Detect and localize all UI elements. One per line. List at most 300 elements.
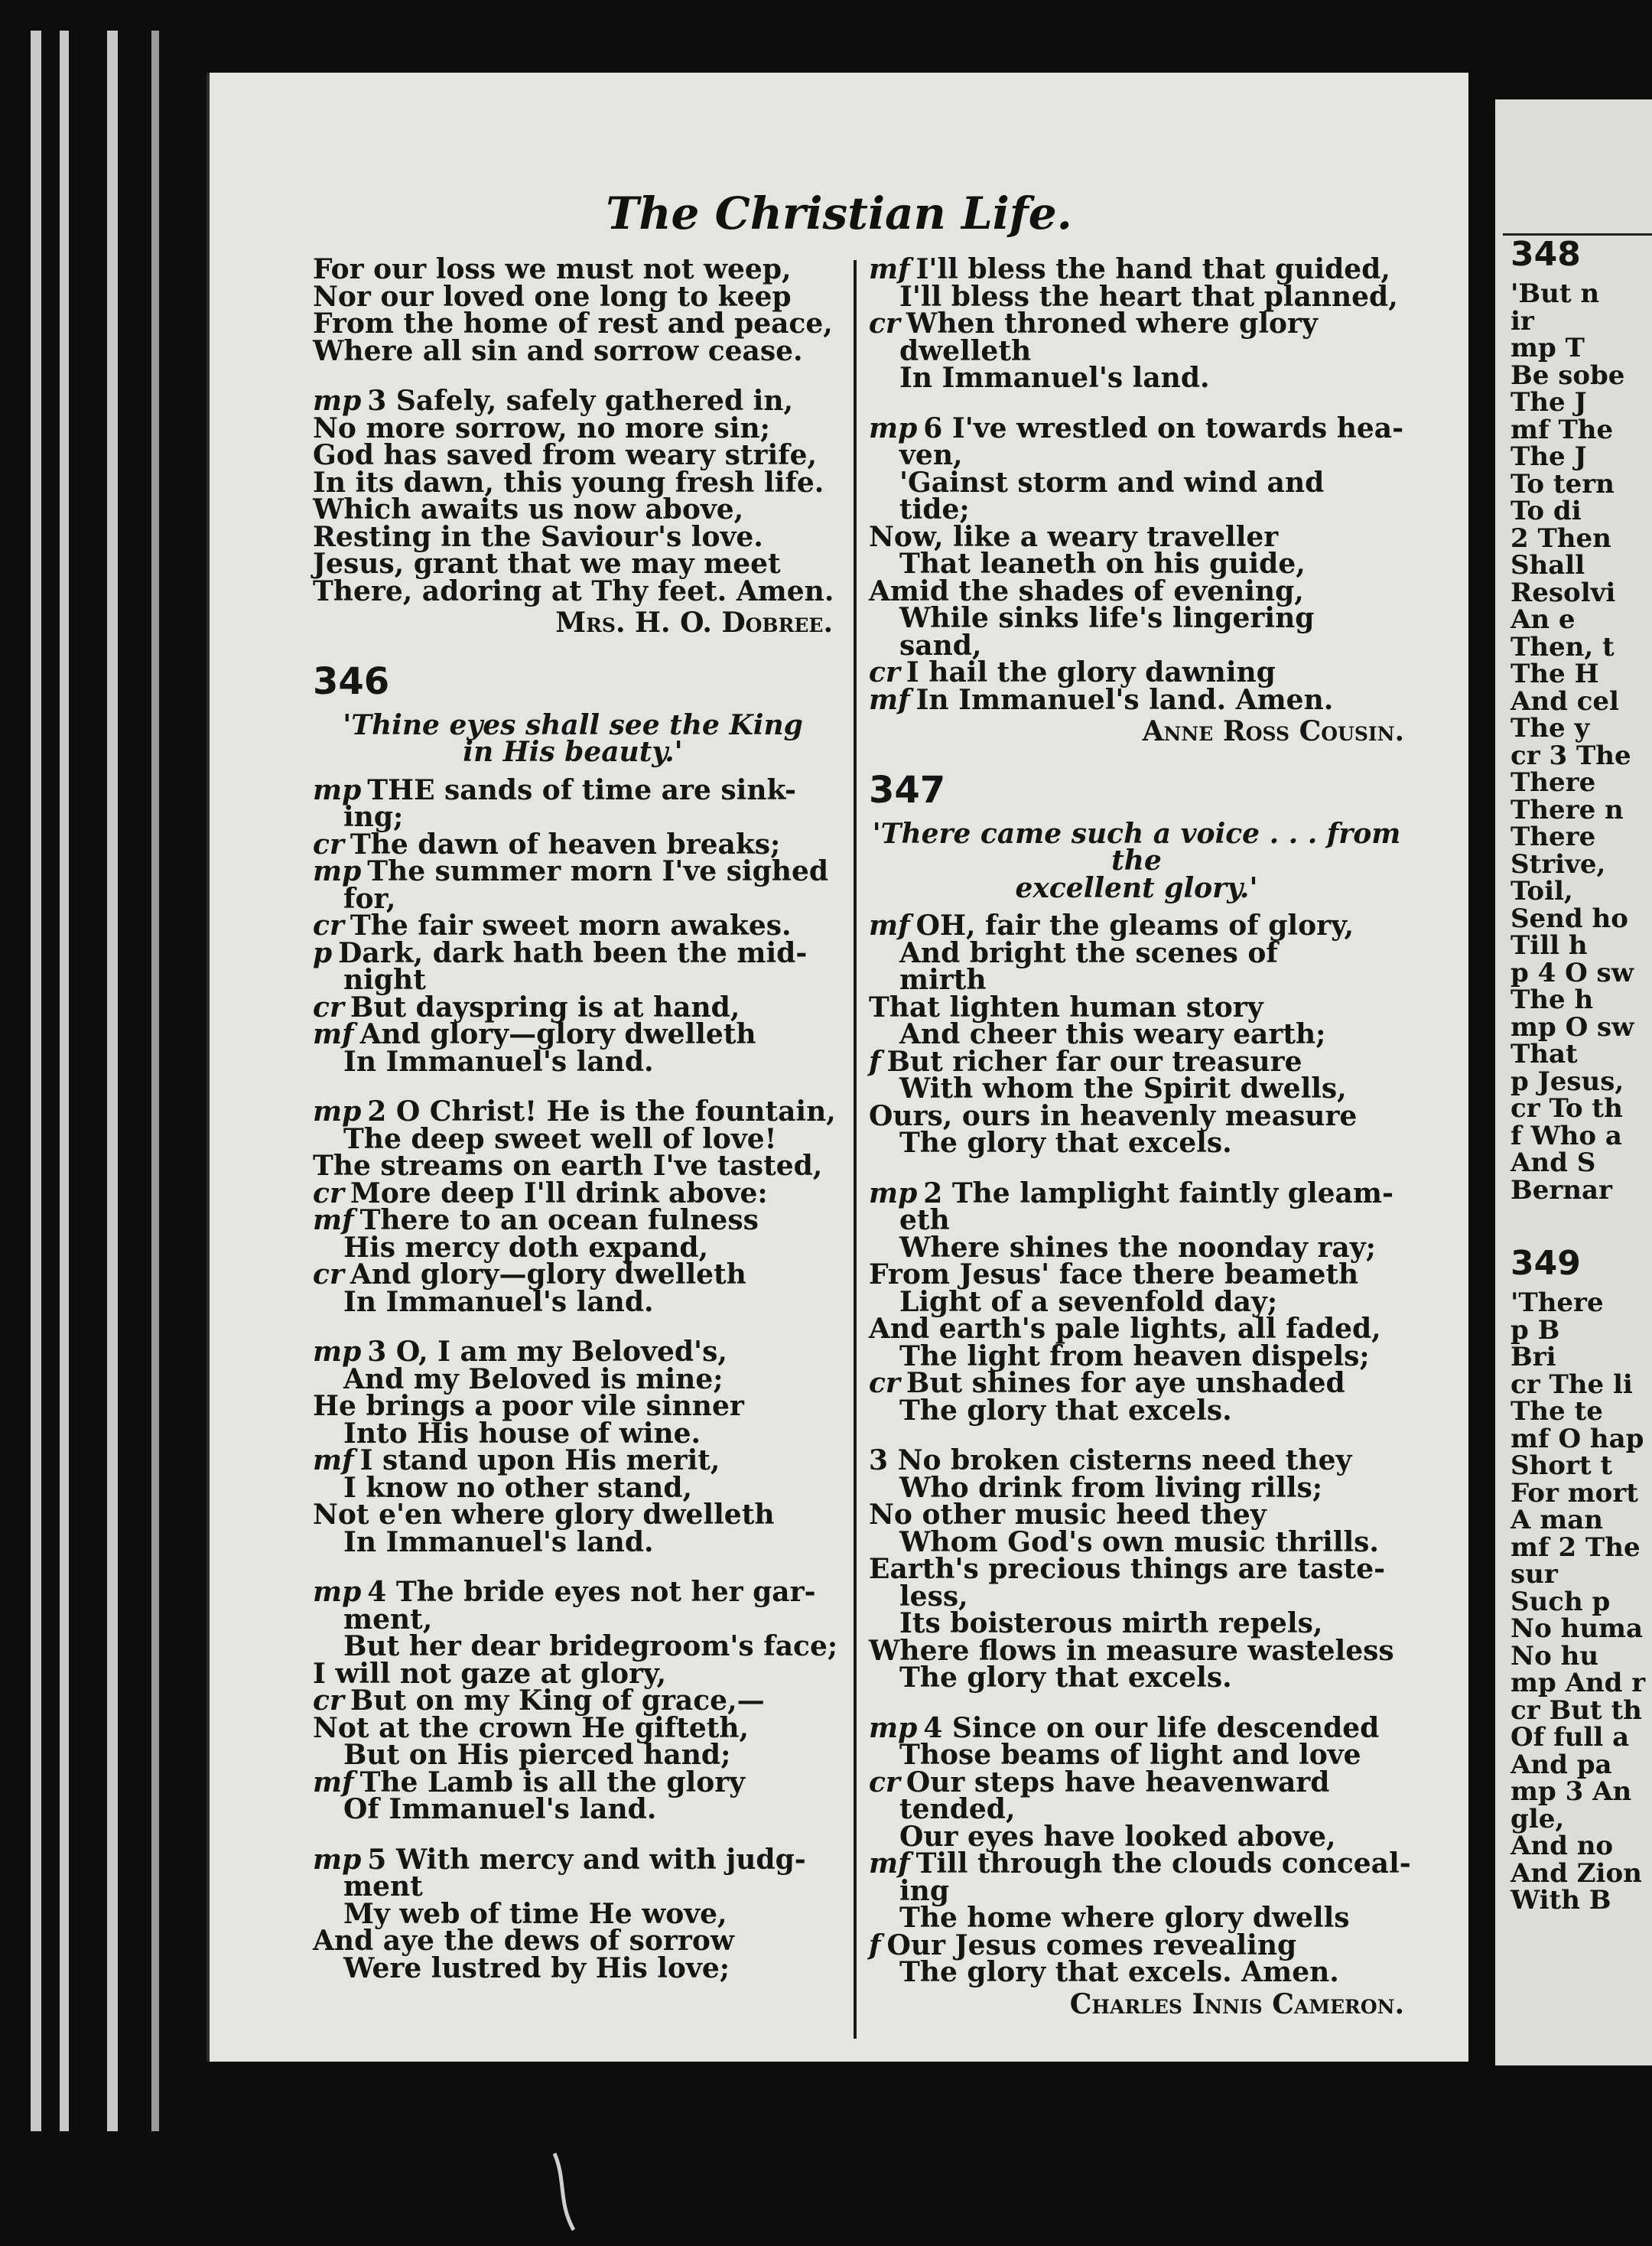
verse-text: tended, — [899, 1793, 1016, 1825]
verse-text: Whom God's own music thrills. — [899, 1525, 1379, 1558]
hymn-346-line — [313, 1444, 833, 1476]
verse-text: ment — [343, 1870, 423, 1903]
hymn-346-line — [313, 991, 833, 1024]
dynamic-mark: mp — [869, 1711, 918, 1744]
right-page-line: 'There — [1511, 1287, 1604, 1318]
verse-text: 2 O Christ! He is the fountain, — [367, 1095, 836, 1128]
right-page-line: No huma — [1511, 1613, 1644, 1644]
right-page-line: mp 3 An — [1511, 1776, 1632, 1807]
verse-text: 'Gainst storm and wind and — [899, 466, 1325, 499]
right-page-line: There — [1511, 822, 1596, 852]
right-page-line: mf 2 The — [1511, 1532, 1641, 1563]
verse-text: And aye the dews of sorrow — [313, 1925, 734, 1957]
verse-text: Its boisterous mirth repels, — [899, 1607, 1323, 1639]
hymn-346-line — [313, 1336, 833, 1368]
dynamic-mark: f — [869, 1045, 881, 1078]
verse-text: More deep I'll drink above: — [350, 1177, 768, 1209]
verse-text: Dark, dark hath been the mid- — [338, 936, 808, 969]
right-page-line: mf O hap — [1511, 1423, 1644, 1454]
verse-text: The summer morn I've sighed — [367, 855, 829, 887]
hymn-347-line — [869, 1607, 1404, 1639]
verse-text: And my Beloved is mine; — [343, 1362, 724, 1395]
dynamic-mark: mp — [313, 855, 362, 887]
hymn-347-line — [869, 1525, 1404, 1558]
verse-text: He brings a poor vile sinner — [313, 1390, 744, 1422]
hymn-346-line — [313, 1045, 833, 1078]
hymn-346-line — [313, 964, 833, 996]
verse-text: 3 No broken cisterns need they — [869, 1444, 1352, 1476]
hymn-346-line — [313, 910, 833, 942]
column-divider — [854, 260, 857, 2039]
hymn-347-line — [869, 1739, 1404, 1771]
hymn-347-line — [869, 1018, 1404, 1050]
continuation-line — [313, 334, 833, 367]
author-hymn-347: Charles Innis Cameron. — [1069, 1987, 1404, 2020]
hymn-347-line — [869, 1045, 1404, 1078]
author-previous-hymn: Mrs. H. O. Dobree. — [555, 607, 833, 639]
scan-artifact-mark — [551, 2150, 581, 2234]
hymn-347-subtitle-line-1: 'There came such a voice . . . from the — [872, 817, 1401, 877]
hymn-347-line — [869, 964, 1404, 996]
stanza-3-line — [313, 493, 833, 526]
hymn-346-cont-line — [869, 493, 1404, 526]
verse-text: But shines for aye unshaded — [906, 1367, 1345, 1399]
hymn-347-line — [869, 1367, 1404, 1399]
verse-text: ment, — [343, 1603, 433, 1636]
right-page-line: mp And r — [1511, 1668, 1646, 1698]
continuation-line — [313, 308, 833, 340]
hymn-346-line — [313, 801, 833, 833]
right-page-line: 'But n — [1511, 278, 1600, 309]
right-page-line: Bernar — [1511, 1174, 1612, 1206]
verse-text: There, adoring at Thy feet. Amen. — [313, 575, 834, 607]
dynamic-mark: cr — [313, 828, 344, 861]
right-page-line: 2 Then — [1511, 522, 1611, 554]
dynamic-mark: mp — [313, 1095, 362, 1128]
left-column — [313, 253, 838, 1984]
continuation-verse — [313, 253, 833, 367]
verse-text: But dayspring is at hand, — [350, 991, 740, 1024]
hymn-346-cont-line — [869, 412, 1404, 444]
right-page-line: No hu — [1511, 1640, 1599, 1671]
dynamic-mark: p — [313, 936, 333, 969]
verse-text: But richer far our treasure — [886, 1045, 1302, 1078]
verse-text: Now, like a weary traveller — [869, 520, 1279, 553]
verse-text: No other music heed they — [869, 1499, 1267, 1531]
hymn-346-line — [313, 1685, 833, 1717]
verse-text: In its dawn, this young fresh life. — [313, 466, 824, 499]
hymn-347-line — [869, 1793, 1404, 1825]
hymn-346-line — [313, 1258, 833, 1291]
verse-text: The Lamb is all the glory — [359, 1766, 746, 1798]
right-page-line: p Jesus, — [1511, 1066, 1624, 1097]
hymn-346-line — [313, 1793, 833, 1825]
stanza-3 — [313, 385, 834, 607]
verse-text: Those beams of light and love — [899, 1739, 1361, 1771]
hymn-347-line — [869, 1634, 1404, 1667]
hymn-346-line — [313, 1603, 833, 1636]
hymn-347-line — [869, 1099, 1404, 1132]
verse-text: Not at the crown He gifteth, — [313, 1711, 750, 1744]
hymn-346-line — [313, 1711, 833, 1744]
continuation-line — [313, 253, 833, 285]
verse-text: eth — [899, 1204, 950, 1236]
hymn-347-line — [869, 1766, 1404, 1798]
right-page-line: p 4 O sw — [1511, 957, 1634, 988]
right-page-fragment — [1495, 99, 1652, 2065]
dynamic-mark: mp — [869, 1177, 918, 1209]
hymn-346-line — [313, 1471, 833, 1504]
verse-text: My web of time He wove, — [343, 1897, 727, 1930]
verse-text: That leaneth on his guide, — [899, 548, 1306, 580]
hymn-347-line — [869, 1580, 1404, 1613]
verse-text: I'll bless the hand that guided, — [915, 253, 1390, 285]
right-page-line: cr 3 The — [1511, 740, 1631, 771]
verse-text: Not e'en where glory dwelleth — [313, 1499, 775, 1531]
verse-text: The dawn of heaven breaks; — [350, 828, 781, 861]
right-page-line: Send ho — [1511, 903, 1628, 934]
hymn-346-line — [313, 1657, 833, 1690]
hymn-346-line — [313, 1122, 833, 1155]
verse-text: THE sands of time are sink- — [367, 773, 796, 806]
dynamic-mark: cr — [313, 991, 344, 1024]
dynamic-mark: mp — [313, 1336, 362, 1368]
verse-text: But her dear bridegroom's face; — [343, 1630, 838, 1662]
verse-text: The deep sweet well of love! — [343, 1122, 777, 1155]
dynamic-mark: mp — [313, 773, 362, 806]
hymn-346-line — [313, 1204, 833, 1236]
hymn-346-line — [313, 1095, 836, 1128]
dynamic-mark: mp — [313, 1576, 362, 1608]
right-page-line: Of full a — [1511, 1722, 1630, 1753]
hymn-347-line — [869, 1929, 1404, 1961]
verse-text: From Jesus' face there beameth — [869, 1258, 1359, 1291]
dynamic-mark: cr — [313, 1685, 344, 1717]
hymn-346-cont-line — [869, 334, 1404, 367]
verse-text: Where all sin and sorrow cease. — [313, 334, 803, 367]
hymn-346-cont-line — [869, 602, 1404, 634]
hymn-347-line — [869, 1313, 1404, 1345]
verse-text: I hail the glory dawning — [906, 656, 1276, 688]
verse-text: With whom the Spirit dwells, — [899, 1073, 1347, 1105]
dynamic-mark: mf — [869, 910, 910, 942]
hymn-346-line — [313, 773, 833, 806]
hymn-346-cont-line — [869, 575, 1404, 607]
verse-text: Were lustred by His love; — [343, 1951, 730, 1984]
verse-text: The streams on earth I've tasted, — [313, 1150, 823, 1182]
verse-text: In Immanuel's land. Amen. — [915, 683, 1334, 716]
right-page-line: gle, — [1511, 1803, 1565, 1834]
dynamic-mark: mf — [313, 1018, 354, 1050]
hymn-347-line — [869, 1902, 1404, 1934]
stanza-3-line — [313, 385, 833, 417]
hymn-346-line — [313, 1390, 833, 1422]
hymn-347-line — [869, 1394, 1404, 1427]
verse-text: night — [343, 964, 426, 996]
verse-text: His mercy doth expand, — [343, 1231, 709, 1264]
verse-text: 5 With mercy and with judg- — [367, 1843, 806, 1876]
verse-text: For our loss we must not weep, — [313, 253, 792, 285]
right-page-line: cr To th — [1511, 1093, 1623, 1124]
verse-text: Our steps have heavenward — [906, 1766, 1330, 1798]
verse-text: ing — [899, 1874, 950, 1907]
verse-text: Earth's precious things are taste- — [869, 1553, 1386, 1585]
hymn-346-subtitle-line-2: in His beauty.' — [463, 736, 683, 768]
verse-text: 2 The lamplight faintly gleam- — [923, 1177, 1393, 1209]
hymn-347-line — [869, 1711, 1404, 1744]
hymn-number-346: 346 — [313, 659, 390, 703]
dynamic-mark: mp — [313, 1843, 362, 1876]
right-page-line: Be sobe — [1511, 360, 1625, 391]
hymn-346-cont-line — [869, 683, 1404, 716]
verse-text: Of Immanuel's land. — [343, 1793, 657, 1825]
verse-text: dwelleth — [899, 334, 1032, 367]
verse-text: Into His house of wine. — [343, 1417, 701, 1450]
verse-text: Ours, ours in heavenly measure — [869, 1099, 1358, 1132]
verse-text: Our eyes have looked above, — [899, 1820, 1336, 1853]
hymn-347-line — [869, 1471, 1404, 1504]
hymn-347-line — [869, 1258, 1404, 1291]
verse-text: In Immanuel's land. — [899, 362, 1210, 394]
right-page-line: mp O sw — [1511, 1011, 1634, 1043]
hymn-number-347: 347 — [869, 768, 946, 812]
hymn-346-line — [313, 1525, 833, 1558]
stanza-3-line — [313, 520, 833, 553]
book-spine-stripe-1 — [31, 31, 41, 2131]
verse-text: And glory—glory dwelleth — [350, 1258, 746, 1291]
hymn-347-subtitle-line-2: excellent glory.' — [1015, 871, 1258, 904]
verse-text: And earth's pale lights, all faded, — [869, 1313, 1381, 1345]
hymn-346-line — [313, 1766, 833, 1798]
hymn-346-line — [313, 1285, 833, 1318]
hymn-346-line — [313, 1925, 833, 1957]
book-spine-stripe-3 — [107, 31, 118, 2131]
hymn-347-line — [869, 1874, 1404, 1907]
hymn-347-line — [869, 1339, 1404, 1372]
verse-text: The glory that excels. Amen. — [899, 1956, 1339, 1988]
verse-text: 3 Safely, safely gathered in, — [367, 385, 794, 417]
hymn-347-line — [869, 936, 1404, 969]
verse-text: There to an ocean fulness — [359, 1204, 759, 1236]
hymn-347-line — [869, 1285, 1404, 1318]
right-page-line: 349 — [1511, 1244, 1581, 1283]
verse-text: I stand upon His merit, — [359, 1444, 720, 1476]
right-page-line: The te — [1511, 1396, 1603, 1427]
hymn-346-line — [313, 1177, 833, 1209]
verse-text: The home where glory dwells — [899, 1902, 1350, 1934]
verse-text: No more sorrow, no more sin; — [313, 412, 770, 444]
right-page-line: There n — [1511, 794, 1624, 825]
hymn-347-line — [869, 910, 1404, 942]
hymn-346-line — [313, 1630, 838, 1662]
verse-text: ing; — [343, 801, 404, 833]
right-page-line: Till h — [1511, 930, 1588, 961]
dynamic-mark: cr — [313, 1177, 344, 1209]
right-page-line: To tern — [1511, 468, 1615, 500]
right-page-line: mf The — [1511, 414, 1614, 445]
verse-text: That lighten human story — [869, 991, 1263, 1024]
continuation-line — [313, 280, 833, 313]
hymn-346-line — [313, 1897, 833, 1930]
right-page-text — [1511, 226, 1645, 1915]
right-page-line: Strive, — [1511, 848, 1606, 880]
continuation-verses-346 — [869, 253, 1404, 716]
right-page-line: And S — [1511, 1147, 1596, 1178]
right-page-line: Such p — [1511, 1586, 1611, 1617]
right-page-line: mp T — [1511, 333, 1585, 363]
stanza-3-line — [313, 575, 834, 607]
dynamic-mark: cr — [313, 1258, 344, 1291]
hymn-347-verses — [869, 910, 1411, 1988]
hymn-347-line — [869, 1231, 1404, 1264]
verse-text: When throned where glory — [906, 308, 1318, 340]
right-page-line: And Zion — [1511, 1857, 1642, 1889]
hymn-346-verses — [313, 773, 838, 1984]
hymn-346-cont-line — [869, 629, 1404, 662]
right-page-line: Bri — [1511, 1342, 1556, 1372]
right-column — [869, 253, 1411, 2020]
verse-text: Where shines the noonday ray; — [899, 1231, 1376, 1264]
verse-text: The fair sweet morn awakes. — [350, 910, 792, 942]
verse-text: And glory—glory dwelleth — [359, 1018, 756, 1050]
hymn-346-cont-line — [869, 520, 1404, 553]
verse-text: tide; — [899, 493, 970, 526]
hymn-346-cont-line — [869, 466, 1404, 499]
hymn-346-line — [313, 1739, 833, 1771]
hymn-346-cont-line — [869, 362, 1404, 394]
right-page-line: Shall — [1511, 550, 1585, 581]
verse-text: The glory that excels. — [899, 1394, 1232, 1427]
hymn-346-line — [313, 936, 833, 969]
verse-text: Nor our loved one long to keep — [313, 280, 792, 313]
right-page-line: The J — [1511, 387, 1587, 418]
dynamic-mark: cr — [869, 1766, 900, 1798]
hymn-346-line — [313, 1362, 833, 1395]
verse-text: From the home of rest and peace, — [313, 308, 833, 340]
dynamic-mark: mp — [313, 385, 362, 417]
verse-text: I know no other stand, — [343, 1471, 693, 1504]
hymn-346-subtitle-line-1: 'Thine eyes shall see the King — [343, 708, 803, 741]
right-page-line: 348 — [1511, 235, 1581, 274]
hymn-347-line — [869, 1444, 1404, 1476]
hymn-347-line — [869, 991, 1404, 1024]
right-page-line: The H — [1511, 659, 1599, 689]
hymn-346-line — [313, 1417, 833, 1450]
verse-text: Till through the clouds conceal- — [915, 1847, 1411, 1880]
verse-text: Amid the shades of evening, — [869, 575, 1304, 607]
hymn-347-line — [869, 1662, 1404, 1694]
right-page-line: cr The li — [1511, 1369, 1633, 1400]
left-page — [206, 73, 1468, 2062]
hymn-346-cont-line — [869, 656, 1404, 688]
right-page-line: Resolvi — [1511, 577, 1616, 608]
right-page-line: cr But th — [1511, 1694, 1642, 1726]
hymn-346-line — [313, 882, 833, 915]
verse-text: Light of a sevenfold day; — [899, 1285, 1278, 1318]
verse-text: In Immanuel's land. — [343, 1045, 654, 1078]
verse-text: Jesus, grant that we may meet — [313, 548, 781, 580]
hymn-347-line — [869, 1127, 1404, 1159]
hymn-346-cont-line — [869, 439, 1404, 471]
dynamic-mark: mf — [313, 1204, 354, 1236]
stanza-3-line — [313, 412, 833, 444]
verse-text: The glory that excels. — [899, 1127, 1232, 1159]
right-page-line: f Who a — [1511, 1120, 1622, 1151]
stanza-3-line — [313, 439, 833, 471]
dynamic-mark: cr — [313, 910, 344, 942]
hymn-347-line — [869, 1553, 1404, 1585]
dynamic-mark: mf — [313, 1766, 354, 1798]
verse-text: OH, fair the gleams of glory, — [915, 910, 1354, 942]
book-spine-stripe-4 — [151, 31, 159, 2131]
hymn-347-line — [869, 1204, 1404, 1236]
verse-text: ven, — [899, 439, 963, 471]
right-page-line: ir — [1511, 305, 1534, 337]
right-page-line: With B — [1511, 1885, 1611, 1916]
verse-text: And bright the scenes of — [899, 936, 1278, 969]
verse-text: While sinks life's lingering — [899, 602, 1315, 634]
stanza-3-line — [313, 548, 833, 580]
right-page-line: For mort — [1511, 1477, 1638, 1509]
verse-text: 4 Since on our life descended — [923, 1711, 1380, 1744]
verse-text: God has saved from weary strife, — [313, 439, 818, 471]
running-head: The Christian Life. — [606, 187, 1072, 239]
hymn-346-cont-line — [869, 548, 1404, 580]
verse-text: 3 O, I am my Beloved's, — [367, 1336, 727, 1368]
right-page-line: The y — [1511, 713, 1590, 744]
verse-text: sand, — [899, 629, 982, 662]
book-spine-stripe-2 — [60, 31, 69, 2131]
hymn-347-line — [869, 1073, 1404, 1105]
hymn-346-cont-line — [869, 308, 1404, 340]
verse-text: Which awaits us now above, — [313, 493, 744, 526]
verse-text: Resting in the Saviour's love. — [313, 520, 763, 553]
hymn-347-line — [869, 1499, 1404, 1531]
right-page-line: That — [1511, 1039, 1578, 1069]
hymn-346-line — [313, 1018, 833, 1050]
verse-text: 6 I've wrestled on towards hea- — [923, 412, 1404, 444]
hymn-346-line — [313, 1499, 833, 1531]
verse-text: In Immanuel's land. — [343, 1525, 654, 1558]
hymn-346-line — [313, 1150, 833, 1182]
right-page-line: And cel — [1511, 685, 1619, 717]
hymn-346-line — [313, 1576, 833, 1608]
right-page-line: Then, t — [1511, 631, 1615, 662]
dynamic-mark: cr — [869, 1367, 900, 1399]
hymn-346-line — [313, 1843, 833, 1876]
verse-text: 4 The bride eyes not her gar- — [367, 1576, 816, 1608]
hymn-347-line — [869, 1847, 1411, 1880]
hymn-346-line — [313, 855, 833, 887]
hymn-347-line — [869, 1177, 1404, 1209]
hymn-346-line — [313, 1870, 833, 1903]
verse-text: Who drink from living rills; — [899, 1471, 1323, 1504]
verse-text: Our Jesus comes revealing — [886, 1929, 1297, 1961]
dynamic-mark: cr — [869, 656, 900, 688]
hymn-346-cont-line — [869, 253, 1404, 285]
right-page-line: There — [1511, 767, 1596, 798]
dynamic-mark: mf — [869, 253, 910, 285]
right-page-line: sur — [1511, 1559, 1558, 1590]
right-page-line: Short t — [1511, 1450, 1613, 1481]
right-page-line: The J — [1511, 441, 1587, 472]
right-page-line: Toil, — [1511, 876, 1573, 907]
verse-text: Where flows in measure wasteless — [869, 1634, 1394, 1667]
dynamic-mark: mp — [869, 412, 918, 444]
right-page-line: And no — [1511, 1831, 1614, 1861]
hymn-346-line — [313, 1231, 833, 1264]
dynamic-mark: mf — [869, 683, 910, 716]
